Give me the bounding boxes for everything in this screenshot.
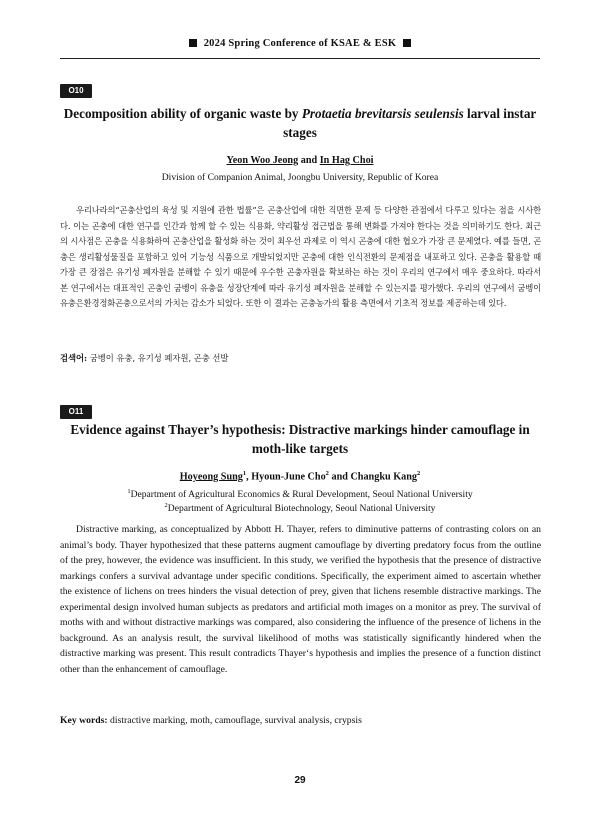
author-affiliation-mark: 1 bbox=[242, 470, 247, 477]
affiliation-mark: 2 bbox=[164, 502, 168, 509]
author-affiliation-mark: 2 bbox=[416, 470, 421, 477]
author-name: and Changku Kang bbox=[328, 471, 417, 483]
conference-header bbox=[0, 38, 600, 49]
affiliation-text: Department of Agricultural Biotechnology, Seoul National University bbox=[167, 503, 436, 515]
header-rule bbox=[60, 58, 540, 59]
page-number: 29 bbox=[294, 775, 306, 786]
keywords-label: 검색어: bbox=[60, 353, 88, 363]
abstract-title-o10 bbox=[60, 104, 540, 142]
title-text: Decomposition ability of organic waste by bbox=[63, 106, 302, 121]
affiliation-o10: Division of Companion Animal, Joongbu University, Republic of Korea bbox=[161, 172, 439, 183]
species-name: Protaetia brevitarsis seulensis bbox=[301, 106, 464, 121]
abstract-body-o11: Distractive marking, as conceptualized by Abbott H. Thayer, refers to diminutive patterns of contrasting colors on an animal’s body. Thayer hypothesized that these patterns augment camouflage by diverting predatory focus from the outline of the prey, however, the evidence was insufficient. In this study, we verified the hypothesis that the presence of distractive markings confers a survival advantage under specific conditions. Specifically, the experiment aimed to ascertain whether the existence of lichens on trees hinders the visual detection of prey, given that lichens resemble distractive markings. The experimental design involved human subjects as predators and artificial moth images on a monitor as prey. The survival of moths with and without distractive markings was compared, also considering the influence of the presence of lichens in the background. As an analysis result, the survival likelihood of moths was statistically significantly hindered when the distractive marking was present. This result contradicts Thayer‘s hypothesis and implies the presence of a function distinct other than the enhancement of camouflage. bbox=[60, 524, 541, 675]
title-text: larval instar stages bbox=[283, 106, 537, 140]
conference-title: 2024 Spring Conference of KSAE & ESK bbox=[203, 38, 397, 49]
keywords-list: 굼벵이 유충, 유기성 폐자원, 곤충 선발 bbox=[87, 353, 229, 363]
square-bullet-icon bbox=[189, 39, 197, 47]
keywords-list: distractive marking, moth, camouflage, survival analysis, crypsis bbox=[107, 715, 362, 726]
keywords-o11 bbox=[60, 710, 540, 728]
abstract-tag-o11: O11 bbox=[60, 405, 92, 419]
keywords-o10 bbox=[60, 348, 540, 366]
author-affiliation-mark: 2 bbox=[325, 470, 329, 477]
affiliation-text: Department of Agricultural Economics & Rural Development, Seoul National University bbox=[130, 489, 473, 501]
affiliation-mark: 1 bbox=[127, 488, 131, 495]
square-bullet-icon bbox=[403, 39, 411, 47]
keywords-label: Key words: bbox=[60, 715, 108, 726]
author-line-o10 bbox=[60, 155, 540, 166]
author-separator: and bbox=[298, 155, 320, 166]
author-name: Hoyeong Sung bbox=[179, 471, 243, 483]
abstract-title-o11: Evidence against Thayer’s hypothesis: Distractive markings hinder camouflage in moth-like targets bbox=[70, 422, 530, 456]
author-name: Yeon Woo Jeong bbox=[226, 155, 299, 166]
abstract-tag-o10: O10 bbox=[60, 84, 92, 98]
affiliation-2-o11 bbox=[60, 499, 540, 515]
abstract-body-o10: 우리나라의“곤충산업의 육성 및 지원에 관한 법률”은 곤충산업에 대한 직면한 문제 등 다양한 관점에서 다루고 있다는 점을 시사한다. 이는 곤충에 대한 연구를 인간과 함께 할 수 있는 식용화, 약리활성 접근법을 통해 변화를 가져야 한다는 것을 의미하기도 한다. 최근의 시사점은 곤충을 식용화하여 곤충산업을 활성화 하는 것이 최우선 과제로 이 역시 곤충에 대한 협오가 가장 큰 문제였다. 예를 들면, 곤충은 생리활성물질을 포함하고 있어 기능성 식품으로 개발되었지만 곤충에 대한 인식전환의 문제점을 내포하고 있다. 곤충을 활용할 때 가장 큰 장점은 유기성 폐자원을 분해할 수 있기 때문에 우수한 곤충자원을 확보하는 하는 것이 우리의 연구에서 매우 중요하다. 따라서 본 연구에서는 대표적인 곤충인 굼벵이 유충을 성장단계에 따라 유기성 폐자원을 분해할 수 있는지를 평가했다. 우리의 연구에서 굼벵이 유충은환경정화곤충으로서의 가치는 감소가 되었다. 또한 이 결과는 곤충농가의 활용 측면에서 기초적 정보를 제공하는데 있다. bbox=[60, 205, 541, 308]
author-line-o11 bbox=[60, 470, 540, 482]
author-name: , Hyoun-June Cho bbox=[246, 471, 326, 483]
author-name: In Hag Choi bbox=[319, 155, 374, 166]
